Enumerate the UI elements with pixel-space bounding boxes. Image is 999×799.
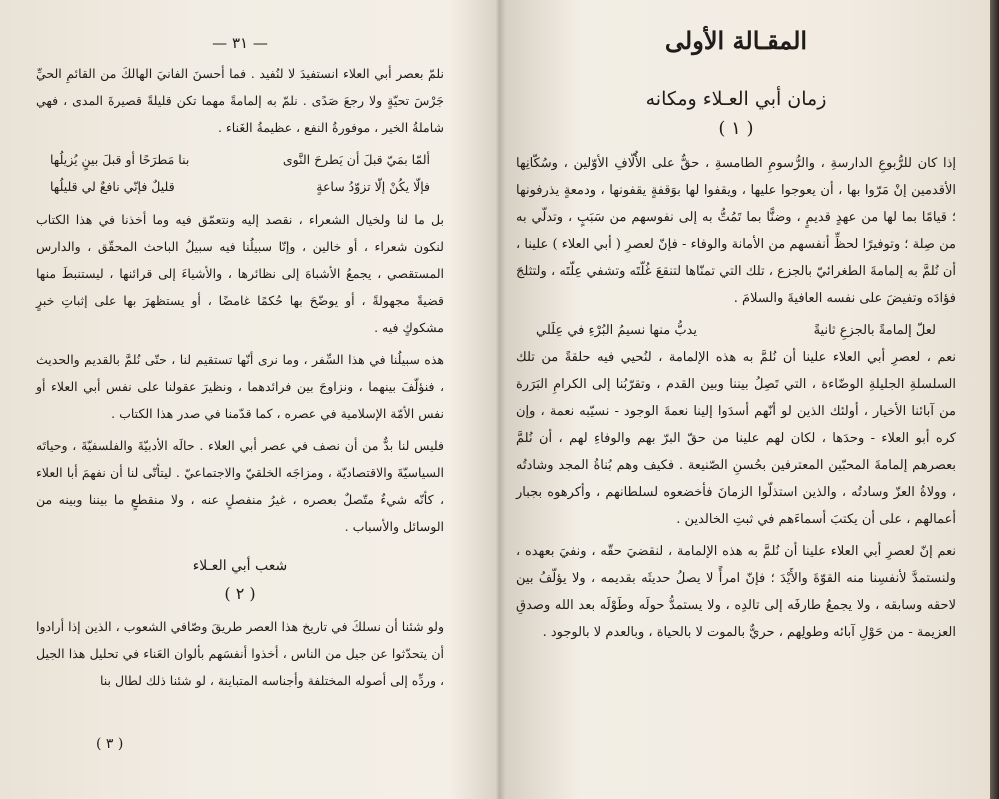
section-title: شعب أبي العـلاء — [192, 558, 288, 574]
verse-line — [516, 317, 956, 344]
verse-hemistich: بنا مَطرَحًا أو قبلَ بينٍ يُزيلُها — [50, 152, 190, 167]
left-page-body — [36, 60, 444, 699]
signature-mark: ( ٣ ) — [96, 736, 124, 752]
paragraph: نلمّ بعصر أبي العلاء انستفيدَ لا لنُفيد . فما أحسنَ الفانيَ الهالكَ من القائمِ الحيِّ جَرْسَ تحيّةٍ ولا رجعَ صَدًى . نلمّ به إلمامةً مهما تكن قليلةً قصيرةَ المدى ، فهي شاملةُ الخير ، موفورةُ النفع ، عظيمةُ الغَناء . — [36, 66, 444, 135]
page-number: — ٣١ — — [212, 34, 268, 52]
paragraph: نعم ، لعصرِ أبي العلاء علينا أن نُلمَّ به هذه الإلمامة ، لنُحيي فيه حلقةً من تلك السلسلةِ الجليلةِ الوضّاءة ، التي تَصِلُ بيننا وبين القدم ، وتقرّبُنا إلى الكرامِ البَرَرة من آبائنا الأخيار ، أولئك الذين لو أنّهم أسدَوا إلينا نعمةَ الوجود - نسيّبه نعمة ، وإن كره أبو العلاء - وحدَها ، لكان لهم علينا من حقّ البرّ بهم والوفاءِ لهم ، أن نُلمَّ بعصرهم إلمامةَ المحبّين المعترفين بحُسنِ الصّنيعة . فكيف وهم بُناةُ المجد وشادتُه ، وولاةُ العزّ وسادتُه ، والذين استذلّوا الزمانَ فأخضعوه لسلطانهم ، وأكرهوه بجبار أعمالهم ، على أن يكتبَ أسماءَهم في ثبتِ الخالدين . — [516, 350, 956, 527]
verse-hemistich: ألمّا بمَيّ قبلَ أن يَطرحَ النَّوى — [282, 152, 430, 167]
chapter-title: المقـالة الأولى — [664, 26, 808, 55]
paragraph: بل ما لنا ولخيال الشعراء ، نقصد إليه ونتعمّق فيه وما أخذنا في هذا الكتاب لنكون شعراء ، أو خالين ، وإنّا سبيلُنا فيه سبيلُ الباحث المحقّق ، والدارس المستقصي ، يجمعُ الأشباهَ إلى نظائرها ، والأشياءَ إلى قرائنها ، ليستنبطَ منها قضيةً مجهولةً ، أو يوضّحَ بها حُكمًا غامضًا ، أو يستظهرَ بها على إثباتِ خبرٍ مشكوكٍ فيه . — [36, 212, 444, 335]
section-number: ( ٢ ) — [224, 584, 256, 603]
paragraph: إذا كان للرُّبوعِ الدارسةِ ، والرُّسومِ الطامسةِ ، حقٌّ على الأُلّافِ الأوّلين ، وسُكّانِها الأقدمين إنْ مَرّوا بها ، أن يعوجوا عليها ، ويقفوا لها بوَقفةٍ يقفونها ، ودمعةٍ يذرفونها ؛ قيامًا بما لها من عهدٍ قديمٍ ، وضنًّا بما تَمُتُّ به إلى نفوسهم من سَبَبٍ ، وتدلّي به من صِلة ؛ وتوفيرًا لحظِّ أنفسهم من الأمانة والوفاء - فإنّ لعصرِ ( أبي العلاء ) علينا ، أن نُلمَّ به إلمامةَ الطغرائيّ بالجزع ، تلك التي تمنّاها لتنقعَ غُلّتَه وتشفي عِلّتَه ، ولتثلجَ فؤادَه وتفيضَ على نفسه العافيةَ والسلامَ . — [516, 156, 956, 306]
verse-line — [36, 173, 444, 200]
verse-hemistich: قليلٌ فإنّي نافعٌ لي قليلُها — [50, 179, 175, 194]
verse-line — [36, 146, 444, 173]
chapter-subtitle: زمان أبي العـلاء ومكانه — [645, 88, 827, 110]
verse-hemistich: يدبُّ منها نسيمُ البُرْءِ في عِلَلي — [536, 323, 698, 338]
verse-hemistich: فإلّا يكُنْ إلّا تزوّدُ ساعةٍ — [316, 179, 430, 194]
paragraph: ولو شئنا أن نسلكَ في تاريخ هذا العصر طريقَ وصّافي الشعوب ، الذين إذا أرادوا أن يتحدّثوا عن جيل من الناس ، أخذوا أنفسَهم بألوان العَناء في تحليل هذا الجيل ، وردِّه إلى أصوله المختلفة وأجناسه المتباينة ، لو شئنا ذلك لطال بنا — [36, 619, 444, 688]
verse-hemistich: لعلّ إلمامةً بالجزعِ ثانيةً — [813, 323, 936, 338]
left-page — [36, 0, 444, 799]
paragraph: هذه سبيلُنا في هذا السِّفر ، وما نرى أنّها تستقيم لنا ، حتّى نُلمَّ بالقديم والحديث ، فنؤلّفَ بينهما ، ونزاوجَ بين فرائدهما ، ونظيرَ عقولنا على نفس أبي العلاء أو نفس الأمّة الإسلامية في عصره ، كما قدّمنا في صدر هذا الكتاب . — [36, 352, 444, 421]
right-page-body — [516, 150, 956, 651]
paragraph: فليس لنا بدٌّ من أن نصف في عصر أبي العلاء . حالَه الأدبيّةَ والفلسفيّةَ ، وحياتَه السياسيّةَ والاقتصاديّة ، ومزاجَه الخلقيّ والاجتماعيّ . ليتأتّى لنا أن نفهمَ أبا العلاء ، كأنّه شيءٌ متّصلٌ بعصره ، غيرُ منفصلٍ عنه ، ولا منقطعٍ ما بيننا وبينه من الوسائل والأسباب . — [36, 438, 444, 534]
paragraph: نعم إنّ لعصرِ أبي العلاء علينا أن نُلمَّ به هذه الإلمامة ، لنقضيَ حقّه ، ونفيَ بعهده ، ولنستمدَّ لأنفسِنا منه القوّةَ والأَيْدَ ؛ فإنّ امرأً لا يصلُ حديثَه بقديمه ، ولا يؤلّفُ بين لاحقه وسابقه ، ولا يجمعُ طارفَه إلى تالدِه ، ولا يستمدُّ حولَه وطَوْلَه بعد الله وصدقِ العزيمة - من حَوْلِ آبائه وطولِهم ، حريٌّ بالموت لا بالحياة ، وبالعدم لا بالوجود . — [516, 544, 956, 640]
chapter-number: ( ١ ) — [718, 118, 754, 139]
right-page — [516, 0, 956, 799]
